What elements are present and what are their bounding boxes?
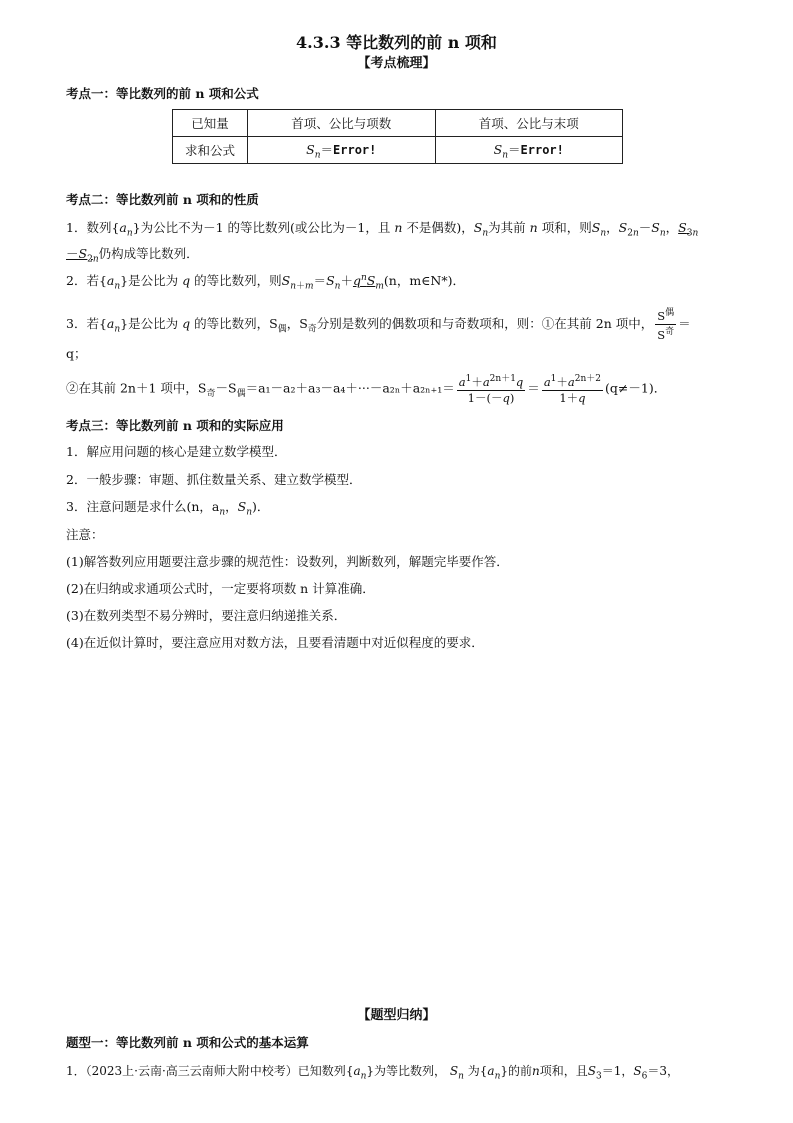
kp3-note: (1)解答数列应用题要注意步骤的规范性：设数列，判断数列，解题完毕要作答． xyxy=(66,554,509,569)
section-subtitle: 【考点梳理】 xyxy=(357,56,436,71)
kp2-heading: 考点二：等比数列前 n 项和的性质 xyxy=(66,192,259,207)
kp3-item: 1．解应用问题的核心是建立数学模型． xyxy=(66,444,287,459)
table-header-cell: 已知量 xyxy=(173,110,248,137)
kp2-item-3-line3: ②在其前 2n＋1 项中，$S_奇-S_偶=a_1-a_2+a_3-a_4+\cdot\cdot\cdot-a_{2n}+a_{2n+1}=$ $\frac{a^1+a^{2n+1}q}{1-(-q)}$ ＝ $\frac{a^1+a^{2n+2}}{1+q}$ (q≠－1)． xyxy=(66,374,667,405)
fraction-even-odd: $\frac{S^偶}{S^奇}$ xyxy=(657,308,675,342)
kp3-item: 2．一般步骤：审题、抓住数量关系、建立数学模型． xyxy=(66,472,362,487)
kp2-item-1: 1．数列$\{a_n\}$为公比不为－1 的等比数列(或公比为－1，且 n 不是偶数)，$S_n$为其前 n 项和，则$S_n$，$S_{2n}-S_n$，$S_{3n}$ xyxy=(66,220,699,239)
fraction-2: $\frac{a^1+a^{2n+2}}{1+q}$ xyxy=(543,374,602,405)
table-cell: $S_n=Error$! xyxy=(435,137,623,164)
kp3-note-label: 注意： xyxy=(66,527,104,542)
kp2-item-3: 3．若$\{a_n\}$是公比为 q 的等比数列，$S_偶$，$S_奇$分别是数列的偶数项和与奇数项和，则：①在其前 2n 项中， $\frac{S^偶}{S^奇}$ ＝ xyxy=(66,308,691,342)
kp2-item-2: 2．若$\{a_n\}$是公比为 q 的等比数列，则$S_{n+m}=S_n+q^nS_m(n$，m∈N*)． xyxy=(66,272,465,292)
error-text: Error! xyxy=(333,142,377,157)
kp3-item: 3．注意问题是求什么(n，$a_n$，$S_n$)． xyxy=(66,499,270,518)
kp2-item-1-cont: $-S_{2n}$仍构成等比数列． xyxy=(66,246,199,265)
table-header-cell: 首项、公比与末项 xyxy=(435,110,623,137)
question-1: 1．（2023上·云南·高三云南师大附中校考）已知数列$\{a_n\}$为等比数列， $S_n$ 为$\{a_n\}$的前n项和，且$S_3=1$，$S_6=3$， xyxy=(66,1064,679,1082)
error-text: Error! xyxy=(520,142,564,157)
formula-table xyxy=(172,109,623,164)
kp1-heading: 考点一：等比数列的前 n 项和公式 xyxy=(66,86,259,101)
kp3-note: (3)在数列类型不易分辨时，要注意归纳递推关系． xyxy=(66,608,347,623)
table-row xyxy=(173,137,623,164)
kp3-heading: 考点三：等比数列前 n 项和的实际应用 xyxy=(66,418,284,433)
table-cell: $S_n=Error$! xyxy=(248,137,436,164)
page-title: 4.3.3 等比数列的前 n 项和 xyxy=(296,33,497,52)
table-row xyxy=(173,110,623,137)
kp3-note: (2)在归纳或求通项公式时，一定要将项数 n 计算准确． xyxy=(66,581,375,596)
kp3-note: (4)在近似计算时，要注意应用对数方法，且要看清题中对近似程度的要求． xyxy=(66,635,484,650)
type1-heading: 题型一：等比数列前 n 项和公式的基本运算 xyxy=(66,1035,309,1050)
table-row-label: 求和公式 xyxy=(173,137,248,164)
kp2-item-3-cont: q； xyxy=(66,346,87,361)
fraction-1: $\frac{a^1+a^{2n+1}q}{1-(-q)}$ xyxy=(458,374,524,405)
table-header-cell: 首项、公比与项数 xyxy=(248,110,436,137)
section2-title: 【题型归纳】 xyxy=(357,1008,436,1023)
